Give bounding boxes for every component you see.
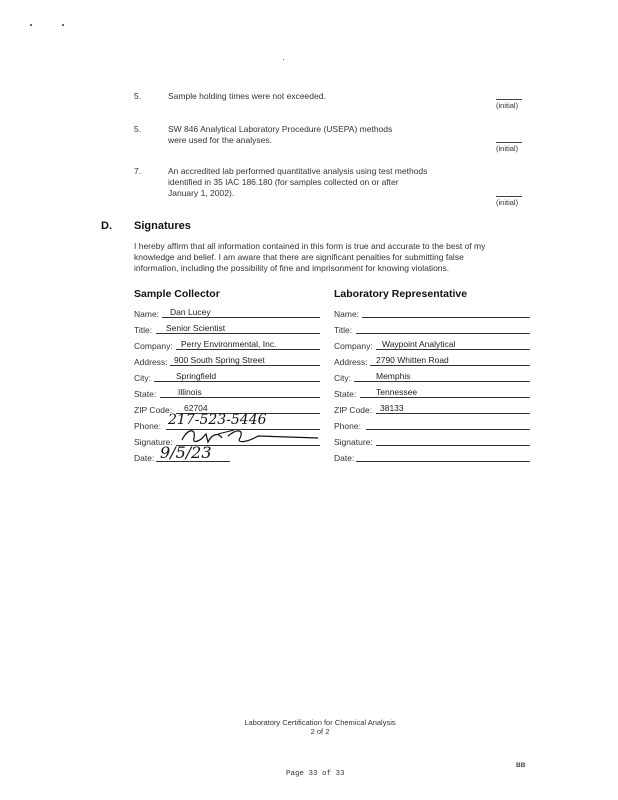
collector-title-value: Senior Scientist [166,323,226,333]
collector-signature-label: Signature: [134,437,173,447]
paragraph-line: I hereby affirm that all information contained in this form is true and accurate to the best of my [134,241,486,251]
lab-zip-label: ZIP Code: [334,405,373,415]
collector-title-label: Title: [134,325,153,335]
sample-collector-heading: Sample Collector [134,288,220,300]
scan-speck [30,24,32,26]
lab-name-line [362,306,530,318]
initial-line [496,196,522,197]
corner-mark: BB [516,762,526,769]
collector-name-value: Dan Lucey [170,307,211,317]
paragraph-line: knowledge and belief. I am aware that there are significant penalties for submitting false [134,252,464,262]
initial-label: (initial) [496,198,519,207]
footer-page: 2 of 2 [310,727,330,736]
affirmation-paragraph [134,241,485,274]
lab-company-label: Company: [334,341,373,351]
initial-line [496,142,522,143]
section-title: Signatures [134,220,191,232]
item-line: An accredited lab performed quantitative analysis using test methods [168,166,428,176]
lab-title-line [356,322,530,334]
item-text [168,166,427,199]
collector-name-label: Name: [134,309,160,319]
lab-address-label: Address: [334,357,368,367]
collector-address-value: 900 South Spring Street [174,355,265,365]
footer [170,718,470,736]
scan-speck [283,59,284,60]
item-line: SW 846 Analytical Laboratory Procedure (USEPA) methods [168,124,393,134]
item-number: 5. [134,91,142,101]
page-number: Page 33 of 33 [286,770,345,778]
collector-address-label: Address: [134,357,168,367]
item-text [168,91,326,102]
collector-phone-value: 217-523-5446 [168,412,267,428]
lab-name-label: Name: [334,309,360,319]
item-line: were used for the analyses. [168,135,272,145]
lab-signature-label: Signature: [334,437,373,447]
lab-signature-line [376,434,530,446]
item-number: 5. [134,124,142,134]
collector-state-value: Illinois [178,387,202,397]
collector-date-label: Date: [134,453,155,463]
item-text [168,124,392,146]
lab-date-label: Date: [334,453,355,463]
lab-date-line [356,450,530,462]
lab-address-value: 2790 Whitten Road [376,355,449,365]
initial-line [496,99,522,100]
collector-city-label: City: [134,373,151,383]
item-number: 7. [134,166,142,176]
collector-zip-value: 62704 [184,403,208,413]
item-line: Sample holding times were not exceeded. [168,91,326,101]
item-line: January 1, 2002). [168,188,235,198]
lab-state-value: Tennessee [376,387,418,397]
collector-phone-label: Phone: [134,421,161,431]
lab-phone-label: Phone: [334,421,361,431]
lab-state-label: State: [334,389,357,399]
footer-title: Laboratory Certification for Chemical Analysis [244,718,396,727]
lab-zip-value: 38133 [380,403,404,413]
initial-label: (initial) [496,144,519,153]
lab-city-value: Memphis [376,371,411,381]
lab-phone-line [366,418,530,430]
item-line: identified in 35 IAC 186.180 (for samples collected on or after [168,177,399,187]
section-letter: D. [101,220,112,232]
initial-label: (initial) [496,101,519,110]
collector-company-label: Company: [134,341,173,351]
collector-state-label: State: [134,389,157,399]
collector-zip-label: ZIP Code: [134,405,173,415]
scan-speck [62,24,64,26]
collector-company-value: Perry Environmental, Inc. [181,339,277,349]
paragraph-line: information, including the possibility of fine and imprisonment for knowing violations. [134,263,450,273]
lab-representative-heading: Laboratory Representative [334,288,468,300]
collector-date-value: 9/5/23 [160,443,212,462]
lab-city-label: City: [334,373,351,383]
lab-title-label: Title: [334,325,353,335]
lab-company-value: Waypoint Analytical [382,339,456,349]
collector-city-value: Springfield [176,371,217,381]
